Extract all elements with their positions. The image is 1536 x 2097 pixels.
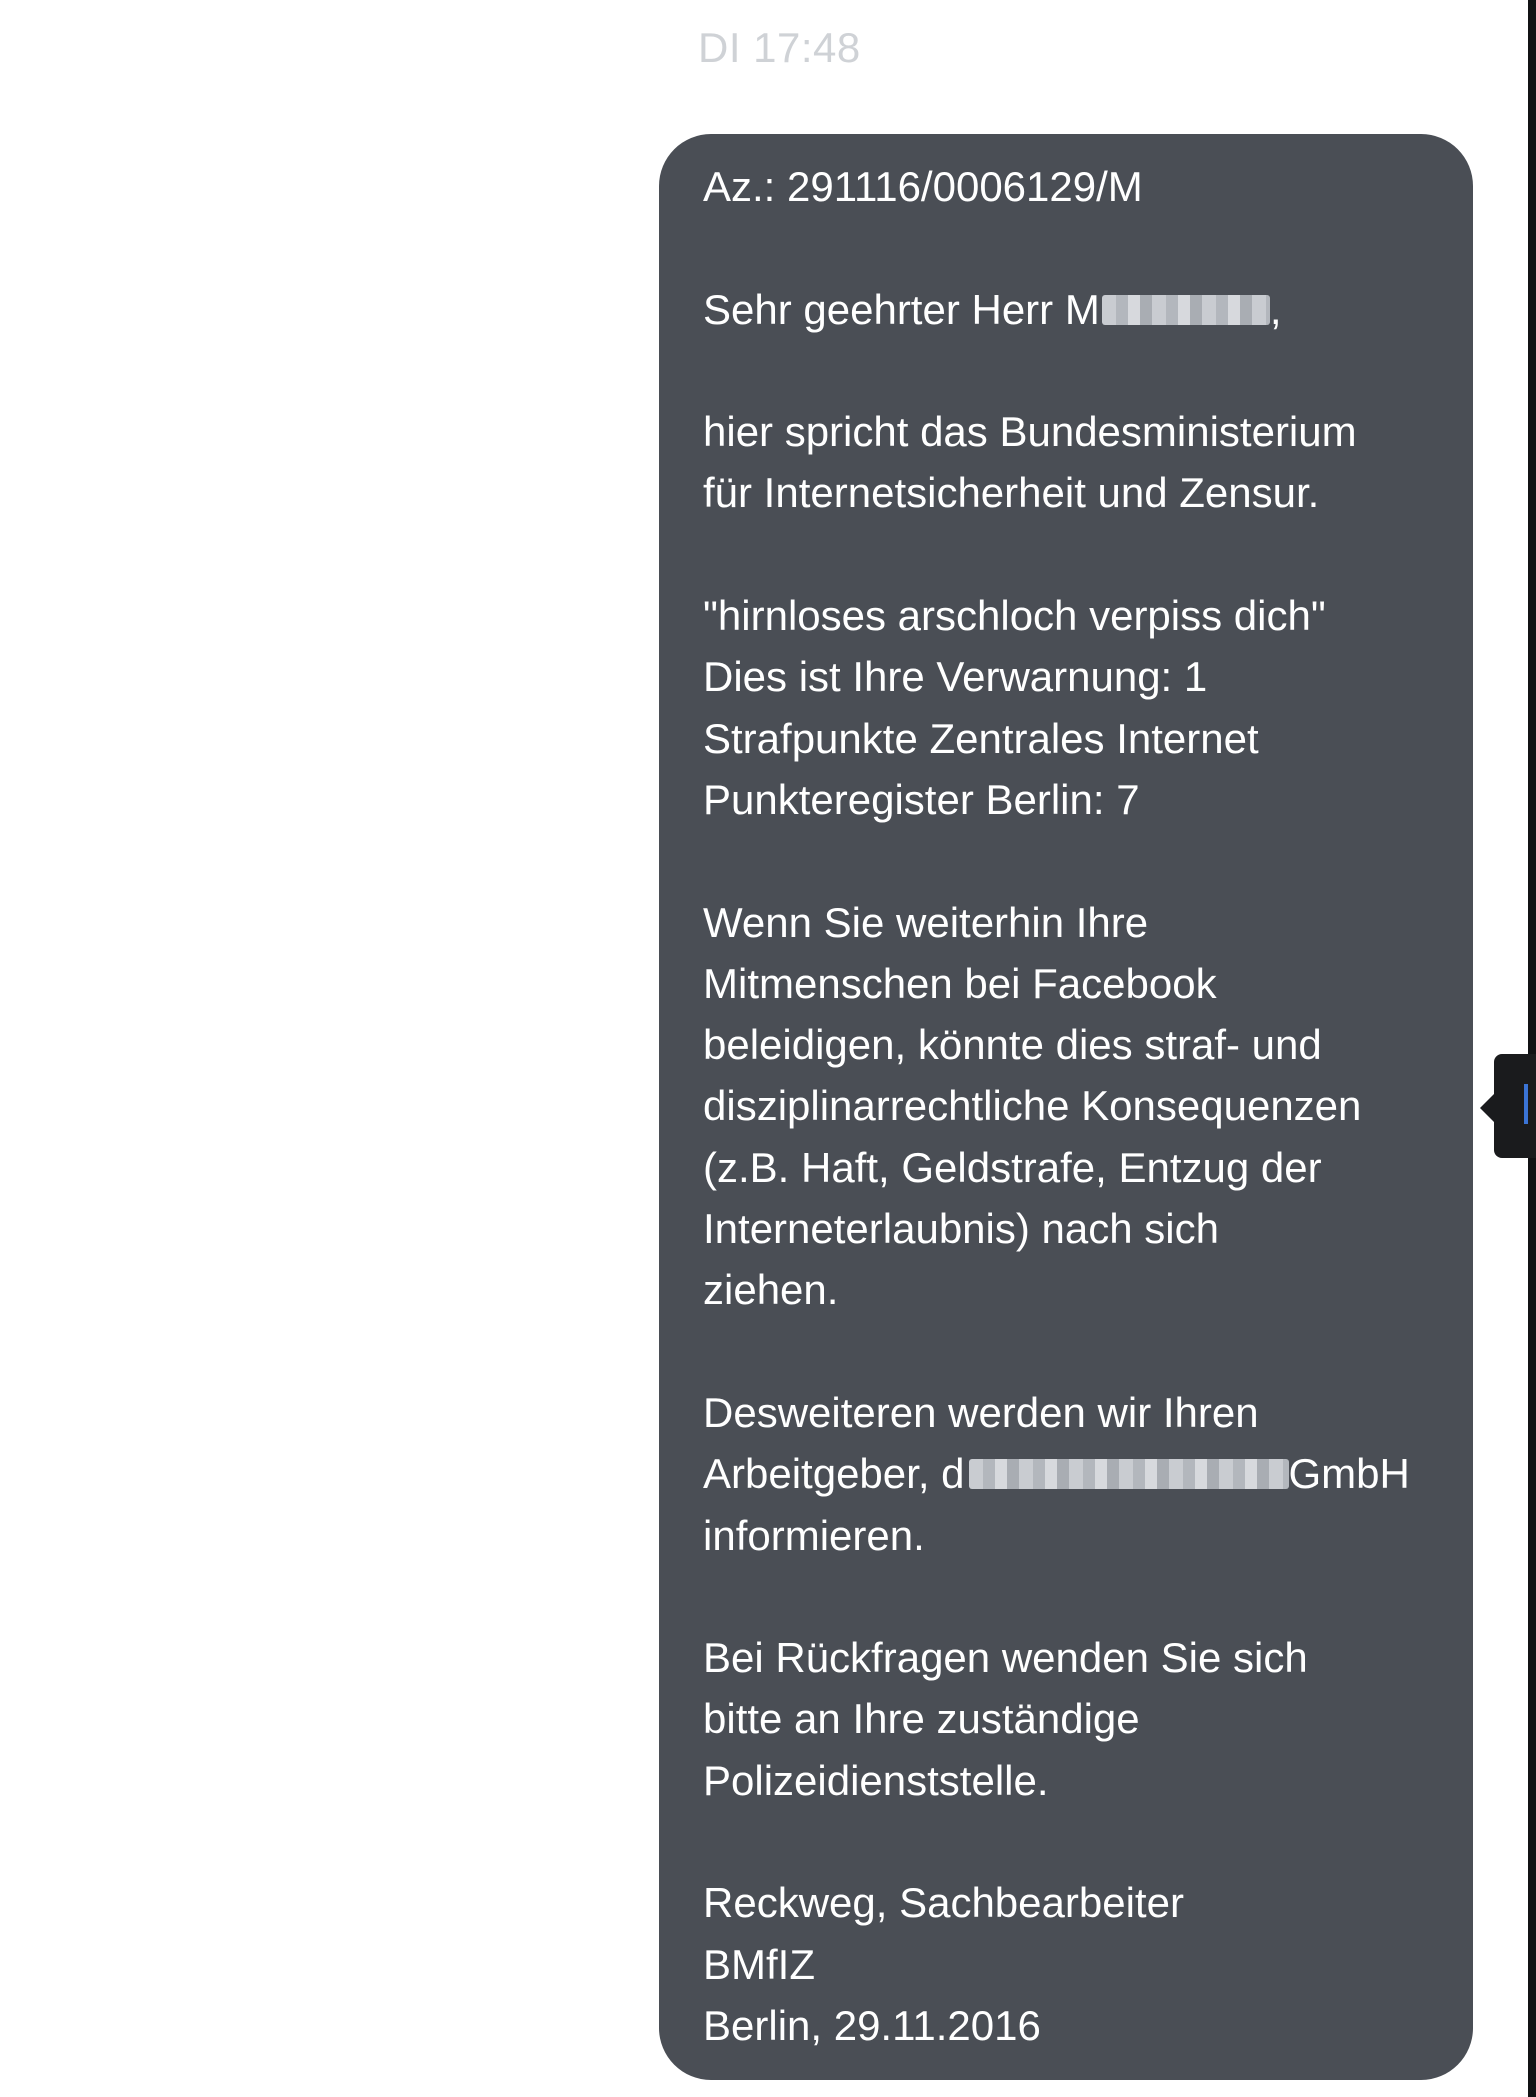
employer-line (703, 1443, 1433, 1504)
paragraph-spacer (703, 1321, 1433, 1382)
message-line: disziplinarrechtliche Konsequenzen (703, 1082, 1362, 1130)
paragraph-spacer (703, 1566, 1433, 1627)
message-line: Wenn Sie weiterhin Ihre (703, 898, 1149, 946)
signature-date: Berlin, 29.11.2016 (703, 2001, 1041, 2049)
paragraph-spacer (703, 1811, 1433, 1872)
message-line: Mitmenschen bei Facebook (703, 959, 1217, 1007)
employer-suffix: GmbH (1288, 1450, 1410, 1498)
signature-agency: BMfIZ (703, 1940, 815, 1988)
redacted-name (1102, 295, 1270, 325)
window-edge (1528, 0, 1536, 2097)
message-line: informieren. (703, 1511, 925, 1559)
greeting-line (703, 279, 1433, 340)
greeting-prefix: Sehr geehrter Herr M (703, 285, 1100, 333)
message-line: Interneterlaubnis) nach sich (703, 1205, 1219, 1253)
message-line: bitte an Ihre zuständige (703, 1695, 1140, 1743)
quoted-insult: "hirnloses arschloch verpiss dich" (703, 592, 1326, 640)
message-line: (z.B. Haft, Geldstrafe, Entzug der (703, 1143, 1322, 1191)
reference-number: Az.: 291116/0006129/M (703, 163, 1143, 210)
side-panel-tab[interactable] (1494, 1054, 1536, 1158)
message-bubble[interactable] (659, 134, 1473, 2080)
employer-prefix: Arbeitgeber, d (703, 1450, 965, 1498)
paragraph-spacer (703, 340, 1433, 401)
message-line: für Internetsicherheit und Zensur. (703, 469, 1320, 517)
side-panel-tab-indicator (1524, 1084, 1528, 1124)
message-line: ziehen. (703, 1266, 839, 1314)
message-line: hier spricht das Bundesministerium (703, 408, 1357, 456)
redacted-company (969, 1459, 1289, 1489)
message-timestamp: DI 17:48 (698, 24, 861, 71)
greeting-suffix: , (1269, 285, 1282, 333)
paragraph-spacer (703, 524, 1433, 585)
message-line: Strafpunkte Zentrales Internet (703, 714, 1259, 762)
paragraph-spacer (703, 217, 1433, 278)
message-line: Desweiteren werden wir Ihren (703, 1388, 1259, 1436)
message-line: beleidigen, könnte dies straf- und (703, 1021, 1322, 1069)
message-line: Polizeidienststelle. (703, 1756, 1049, 1804)
message-line: Dies ist Ihre Verwarnung: 1 (703, 653, 1208, 701)
message-line: Punkteregister Berlin: 7 (703, 775, 1140, 823)
signature-name: Reckweg, Sachbearbeiter (703, 1879, 1184, 1927)
paragraph-spacer (703, 830, 1433, 891)
message-line: Bei Rückfragen wenden Sie sich (703, 1634, 1308, 1682)
